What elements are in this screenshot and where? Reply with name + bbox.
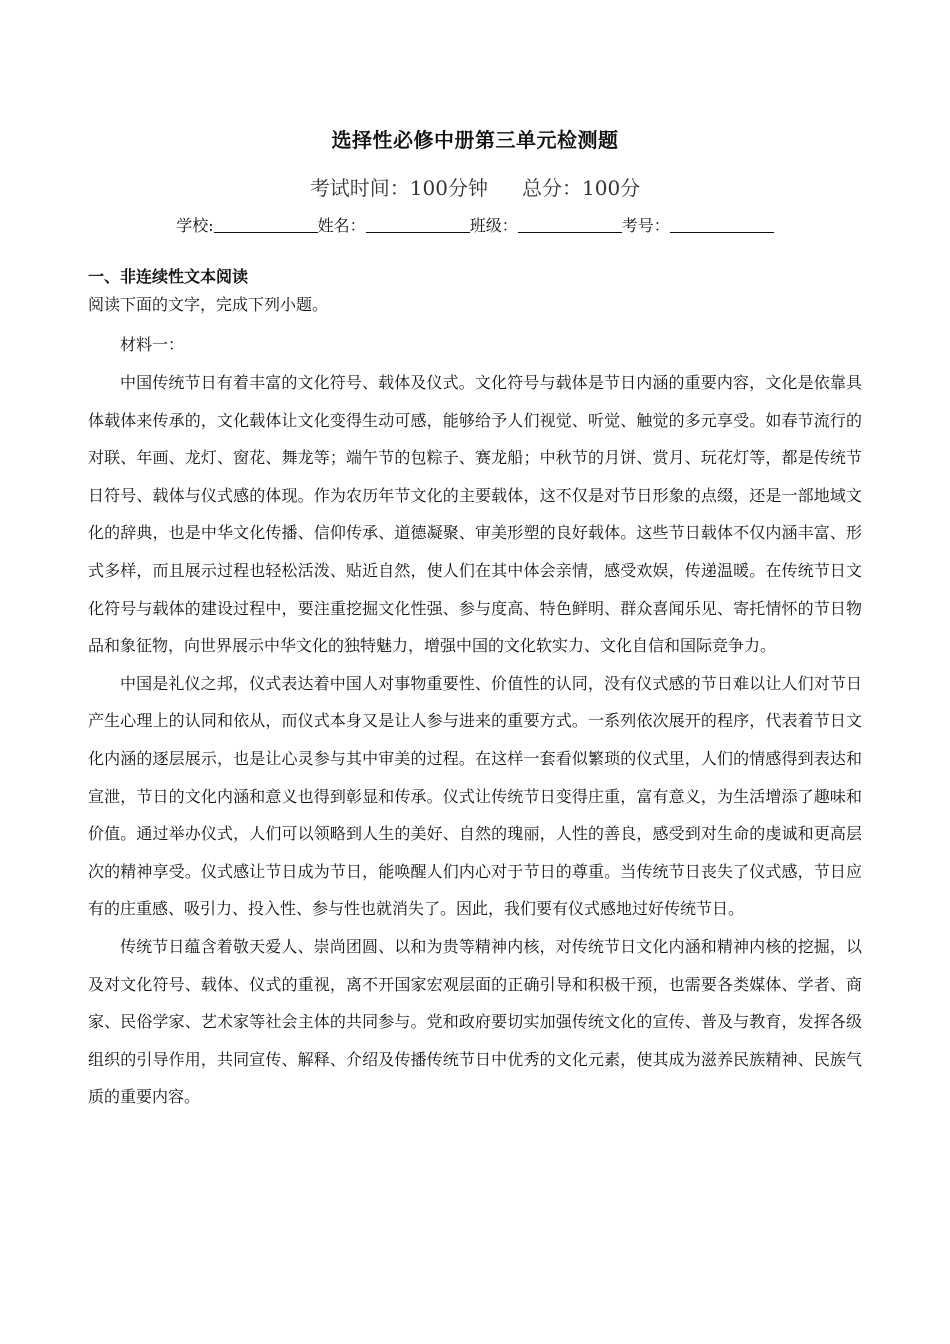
total-score: 总分：100分 [522,176,641,200]
student-info-fields [0,212,950,240]
number-blank[interactable] [670,214,774,233]
class-blank[interactable] [518,214,622,233]
material-body [88,364,862,1116]
name-blank[interactable] [366,214,470,233]
exam-time: 考试时间：100分钟 [309,176,488,200]
paragraph-1: 中国传统节日有着丰富的文化符号、载体及仪式。文化符号与载体是节日内涵的重要内容，文化是依靠具体载体来传承的，文化载体让文化变得生动可感，能够给予人们视觉、听觉、触觉的多元享受。如春节流行的对联、年画、龙灯、窗花、舞龙等；端午节的包粽子、赛龙船；中秋节的月饼、赏月、玩花灯等，都是传统节日符号、载体与仪式感的体现。作为农历年节文化的主要载体，这不仅是对节日形象的点缀，还是一部地域文化的辞典，也是中华文化传播、信仰传承、道德凝聚、审美形塑的良好载体。这些节日载体不仅内涵丰富、形式多样，而且展示过程也轻松活泼、贴近自然，使人们在其中体会亲情，感受欢娱，传递温暖。在传统节日文化符号与载体的建设过程中，要注重挖掘文化性强、参与度高、特色鲜明、群众喜闻乐见、寄托情怀的节日物品和象征物，向世界展示中华文化的独特魅力，增强中国的文化软实力、文化自信和国际竞争力。 [88,373,862,656]
school-label: 学校: [176,216,214,235]
exam-meta [0,172,950,204]
class-label: 班级： [469,216,518,235]
material-label: 材料一： [120,335,185,354]
instruction-text: 阅读下面的文字，完成下列小题。 [88,295,329,314]
paragraph-2: 中国是礼仪之邦，仪式表达着中国人对事物重要性、价值性的认同，没有仪式感的节日难以让人们对节日产生心理上的认同和依从，而仪式本身又是让人参与进来的重要方式。一系列依次展开的程序，代表着节日文化内涵的逐层展示，也是让心灵参与其中审美的过程。在这样一套看似繁琐的仪式里，人们的情感得到表达和宣泄，节日的文化内涵和意义也得到彰显和传承。仪式让传统节日变得庄重，富有意义，为生活增添了趣味和价值。通过举办仪式，人们可以领略到人生的美好、自然的瑰丽，人性的善良，感受到对生命的虔诚和更高层次的精神享受。仪式感让节日成为节日，能唤醒人们内心对于节日的尊重。当传统节日丧失了仪式感，节日应有的庄重感、吸引力、投入性、参与性也就消失了。因此，我们要有仪式感地过好传统节日。 [88,673,862,919]
number-label: 考号： [621,216,670,235]
paragraph-3: 传统节日蕴含着敬天爱人、崇尚团圆、以和为贵等精神内核，对传统节日文化内涵和精神内核的挖掘，以及对文化符号、载体、仪式的重视，离不开国家宏观层面的正确引导和积极干预，也需要各类媒体、学者、商家、民俗学家、艺术家等社会主体的共同参与。党和政府要切实加强传统文化的宣传、普及与教育，发挥各级组织的引导作用，共同宣传、解释、介绍及传播传统节日中优秀的文化元素，使其成为滋养民族精神、民族气质的重要内容。 [88,936,862,1107]
name-label: 姓名： [317,216,366,235]
school-blank[interactable] [214,214,318,233]
section-heading: 一、非连续性文本阅读 [88,267,249,286]
page-title: 选择性必修中册第三单元检测题 [331,128,619,152]
